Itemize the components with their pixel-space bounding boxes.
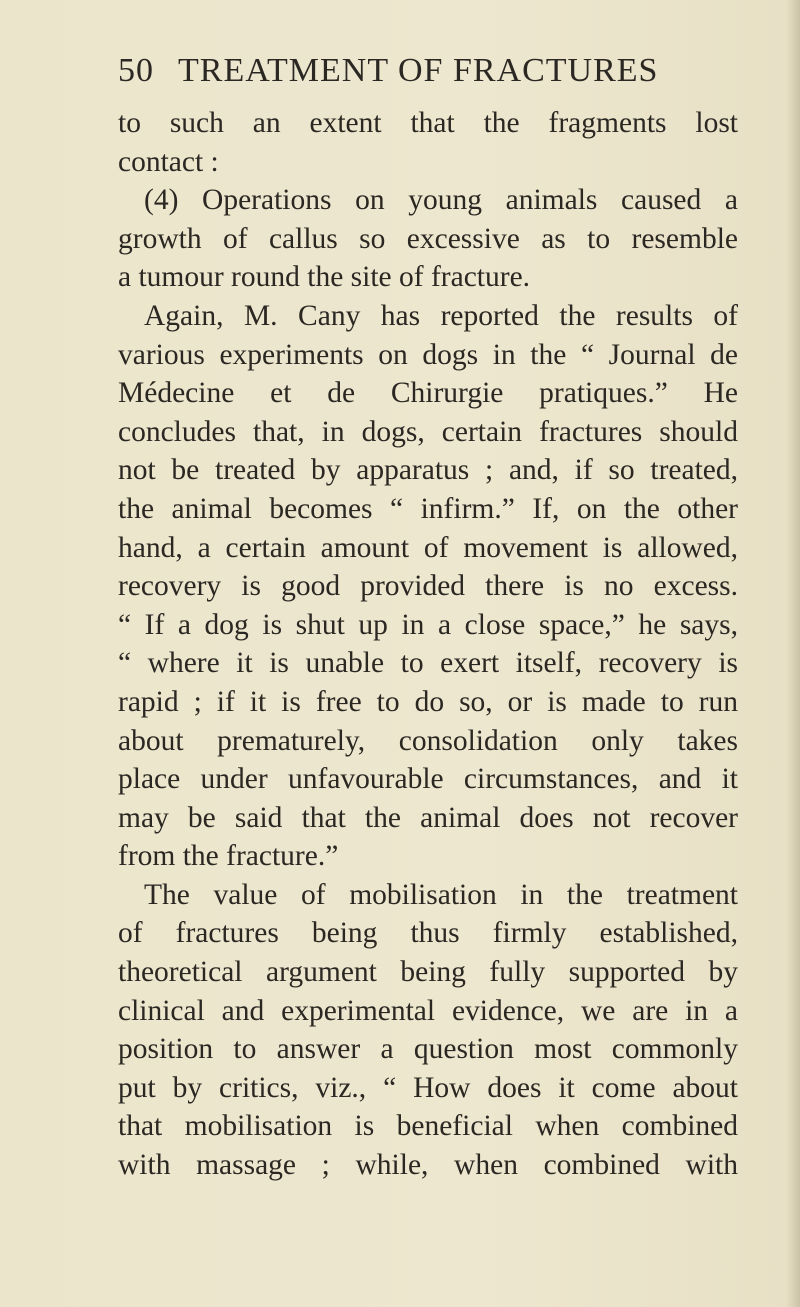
text-line: may be said that the animal does not recover — [118, 801, 738, 834]
text-line: of fractures being thus firmly established, — [118, 917, 738, 950]
text-line: growth of callus so excessive as to resemble — [118, 222, 738, 255]
text-line: a tumour round the site of fracture. — [118, 261, 531, 294]
text-line: Médecine et de Chirurgie pratiques.” He — [118, 377, 738, 410]
running-title: TREATMENT OF FRACTURES — [178, 52, 659, 89]
body-text — [118, 104, 738, 1185]
text-line: various experiments on dogs in the “ Journal de — [118, 338, 738, 371]
text-line: hand, a certain amount of movement is allowed, — [118, 531, 738, 564]
text-line: recovery is good provided there is no excess. — [118, 570, 738, 603]
text-line: the animal becomes “ infirm.” If, on the other — [118, 492, 738, 525]
text-line: “ If a dog is shut up in a close space,” he says, — [118, 608, 738, 641]
text-line: to such an extent that the fragments lost — [118, 107, 738, 139]
page-edge-shadow — [786, 0, 800, 1307]
text-line: clinical and experimental evidence, we are in a — [118, 994, 738, 1027]
text-line: put by critics, viz., “ How does it come about — [118, 1071, 738, 1104]
running-header — [118, 52, 758, 90]
text-line: theoretical argument being fully supported by — [118, 956, 738, 989]
text-line: place under unfavourable circumstances, and it — [118, 763, 738, 796]
text-line: contact : — [118, 145, 219, 178]
text-line: about prematurely, consolidation only takes — [118, 724, 738, 757]
text-line: (4) Operations on young animals caused a — [144, 184, 738, 217]
text-line: that mobilisation is beneficial when combined — [118, 1110, 738, 1143]
text-line: The value of mobilisation in the treatment — [144, 878, 738, 911]
text-line: with massage ; while, when combined with — [118, 1149, 738, 1182]
text-line: rapid ; if it is free to do so, or is made to run — [118, 685, 738, 718]
text-line: “ where it is unable to exert itself, recovery is — [118, 647, 738, 680]
text-line: concludes that, in dogs, certain fractures should — [118, 415, 738, 448]
text-line: not be treated by apparatus ; and, if so treated, — [118, 454, 738, 487]
text-line: position to answer a question most commonly — [118, 1033, 738, 1066]
text-line: from the fracture.” — [118, 840, 339, 873]
text-line: Again, M. Cany has reported the results of — [144, 299, 738, 332]
page-number: 50 — [118, 52, 154, 89]
